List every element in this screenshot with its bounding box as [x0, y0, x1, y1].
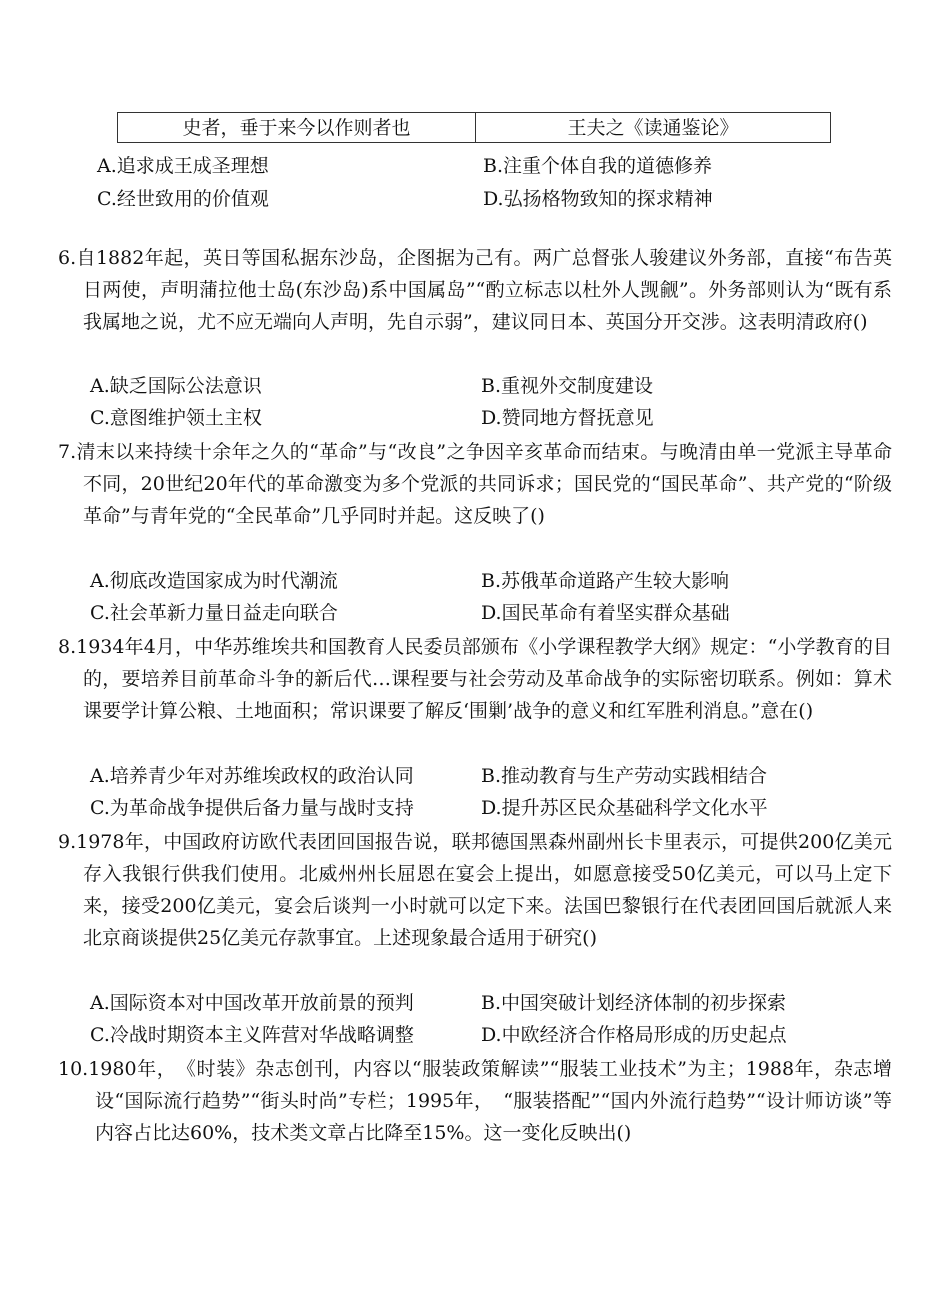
- question-8-stem: 8.1934年4月，中华苏维埃共和国教育人民委员部颁布《小学课程教学大纲》规定：“小学教育的目的，要培养目前革命斗争的新后代…课程要与社会劳动及革命战争的实际密切联系。例如：算术课要学计算公粮、土地面积；常识课要了解反‘围剿’战争的意义和红军胜利消息。”意在(): [58, 636, 892, 722]
- quote-row: [118, 113, 831, 143]
- question-6-stem: 6.自1882年起，英日等国私据东沙岛，企图据为己有。两广总督张人骏建议外务部，直接“布告英日两使，声明蒲拉他士岛(东沙岛)系中国属岛”“酌立标志以杜外人觊觎”。外务部则认为“既有系我属地之说，尤不应无端向人声明，先自示弱”，建议同日本、英国分开交涉。这表明清政府(): [58, 247, 892, 333]
- q6-option-a[interactable]: A.缺乏国际公法意识: [90, 375, 262, 397]
- question-10-stem: 10.1980年， 《时装》杂志创刊，内容以“服装政策解读”“服装工业技术”为主；1988年，杂志增设“国际流行趋势”“街头时尚”专栏；1995年， “服装搭配”“国内外流行趋势”“设计师访谈”等内容占比达60%，技术类文章占比降至15%。这一变化反映出(): [58, 1058, 892, 1144]
- q8-option-c[interactable]: C.为革命战争提供后备力量与战时支持: [90, 797, 414, 819]
- question-9: [58, 826, 892, 954]
- q5-option-a[interactable]: A.追求成王成圣理想: [97, 155, 269, 177]
- quote-text-cell: 史者，垂于来今以作则者也: [118, 113, 476, 143]
- quote-table: [117, 112, 831, 143]
- q7-option-c[interactable]: C.社会革新力量日益走向联合: [90, 602, 338, 624]
- q5-option-d[interactable]: D.弘扬格物致知的探求精神: [483, 188, 713, 210]
- quote-source-cell: 王夫之《读通鉴论》: [476, 113, 831, 143]
- q5-option-b[interactable]: B.注重个体自我的道德修养: [483, 155, 713, 177]
- q9-option-a[interactable]: A.国际资本对中国改革开放前景的预判: [90, 992, 414, 1014]
- q5-option-c[interactable]: C.经世致用的价值观: [97, 188, 269, 210]
- question-7: [58, 436, 892, 532]
- q9-option-c[interactable]: C.冷战时期资本主义阵营对华战略调整: [90, 1024, 414, 1046]
- question-10: [58, 1053, 892, 1149]
- q9-option-b[interactable]: B.中国突破计划经济体制的初步探索: [481, 992, 787, 1014]
- q8-option-b[interactable]: B.推动教育与生产劳动实践相结合: [481, 765, 768, 787]
- q6-option-b[interactable]: B.重视外交制度建设: [481, 375, 654, 397]
- question-6: [58, 242, 892, 338]
- q6-option-c[interactable]: C.意图维护领土主权: [90, 407, 262, 429]
- question-7-stem: 7.清末以来持续十余年之久的“革命”与“改良”之争因辛亥革命而结束。与晚清由单一党派主导革命不同，20世纪20年代的革命激变为多个党派的共同诉求；国民党的“国民革命”、共产党的“阶级革命”与青年党的“全民革命”几乎同时并起。这反映了(): [58, 441, 892, 527]
- q7-option-d[interactable]: D.国民革命有着坚实群众基础: [481, 602, 730, 624]
- q8-option-a[interactable]: A.培养青少年对苏维埃政权的政治认同: [90, 765, 414, 787]
- question-9-stem: 9.1978年，中国政府访欧代表团回国报告说，联邦德国黑森州副州长卡里表示，可提供200亿美元存入我银行供我们使用。北威州州长屈恩在宴会上提出，如愿意接受50亿美元，可以马上定下来，接受200亿美元，宴会后谈判一小时就可以定下来。法国巴黎银行在代表团回国后就派人来北京商谈提供25亿美元存款事宜。上述现象最合适用于研究(): [58, 831, 892, 949]
- q6-option-d[interactable]: D.赞同地方督抚意见: [481, 407, 654, 429]
- q7-option-a[interactable]: A.彻底改造国家成为时代潮流: [90, 570, 338, 592]
- q8-option-d[interactable]: D.提升苏区民众基础科学文化水平: [481, 797, 768, 819]
- q7-option-b[interactable]: B.苏俄革命道路产生较大影响: [481, 570, 730, 592]
- question-8: [58, 631, 892, 727]
- q9-option-d[interactable]: D.中欧经济合作格局形成的历史起点: [481, 1024, 787, 1046]
